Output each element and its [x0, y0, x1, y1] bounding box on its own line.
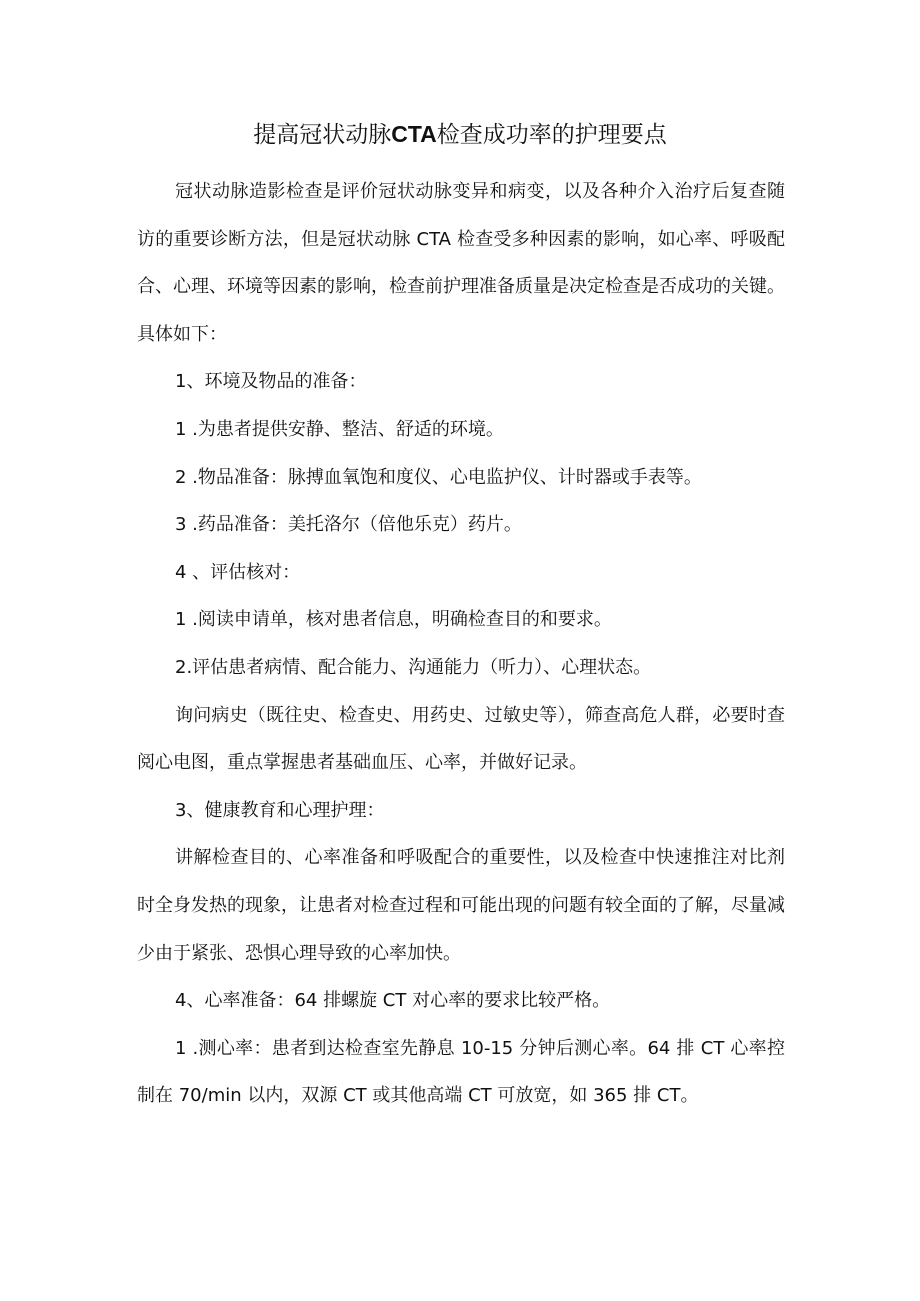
- history-paragraph: 询问病史（既往史、检查史、用药史、过敏史等），筛查高危人群，必要时查阅心电图，重点掌握患者基础血压、心率，并做好记录。: [137, 704, 785, 774]
- title-part-1: 提高冠状动脉: [253, 122, 392, 148]
- section-heading-environment: 1、环境及物品的准备：: [175, 371, 367, 393]
- section-heading-heart-rate: 4、心率准备：64 排螺旋 CT 对心率的要求比较严格。: [175, 990, 611, 1012]
- list-item-medication: 3 .药品准备：美托洛尔（倍他乐克）药片。: [175, 514, 522, 536]
- title-part-2: 检查成功率的护理要点: [436, 122, 667, 148]
- list-item-supplies: 2 .物品准备：脉搏血氧饱和度仪、心电监护仪、计时器或手表等。: [175, 466, 702, 488]
- document-body: [137, 168, 785, 1120]
- list-item-assess-condition: 2.评估患者病情、配合能力、沟通能力（听力）、心理状态。: [175, 656, 652, 678]
- list-item-verify-request: 1 .阅读申请单，核对患者信息，明确检查目的和要求。: [175, 609, 612, 631]
- list-item-environment: 1 .为患者提供安静、整洁、舒适的环境。: [175, 418, 504, 440]
- title-cta: CTA: [391, 121, 437, 147]
- heart-rate-paragraph: 1 .测心率：患者到达检查室先静息 10-15 分钟后测心率。64 排 CT 心率控制在 70/min 以内，双源 CT 或其他高端 CT 可放宽，如 365 排 CT。: [137, 1037, 785, 1107]
- document-title: [0, 116, 920, 153]
- section-heading-education: 3、健康教育和心理护理：: [175, 799, 385, 821]
- intro-paragraph: 冠状动脉造影检查是评价冠状动脉变异和病变，以及各种介入治疗后复查随访的重要诊断方法，但是冠状动脉 CTA 检查受多种因素的影响，如心率、呼吸配合、心理、环境等因素的影响，检查前护理准备质量是决定检查是否成功的关键。具体如下：: [137, 181, 785, 345]
- education-paragraph: 讲解检查目的、心率准备和呼吸配合的重要性，以及检查中快速推注对比剂时全身发热的现象，让患者对检查过程和可能出现的问题有较全面的了解，尽量减少由于紧张、恐惧心理导致的心率加快。: [137, 847, 785, 964]
- section-heading-assessment: 4 、评估核对：: [175, 561, 301, 583]
